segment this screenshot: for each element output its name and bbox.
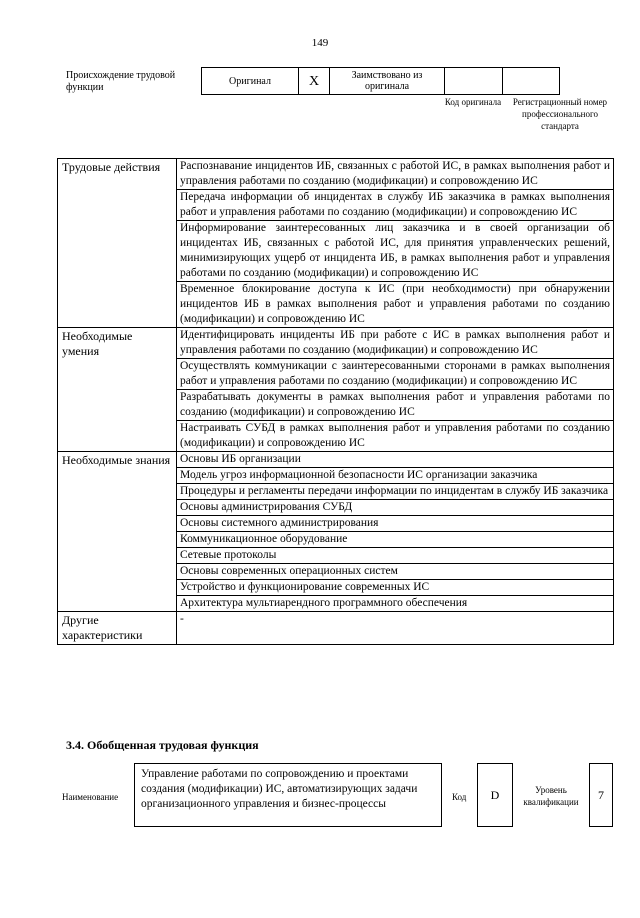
row-category: Необходимые умения (58, 328, 177, 452)
row-item: Основы системного администрирования (177, 516, 614, 532)
row-item: Информирование заинтересованных лиц заказчика и в своей организации об инцидентах ИБ, связанных с работой ИС, для принятия управленческих решений, минимизирующих ущерб от инцидента ИБ, в рамках выполнения работ и управления работами по созданию (модификации) и сопровождению ИС (177, 221, 614, 282)
row-item: Архитектура мультиарендного программного обеспечения (177, 596, 614, 612)
origin-code-cell (445, 68, 502, 94)
code-original-label: Код оригинала (444, 97, 502, 107)
row-item: Передача информации об инцидентах в службу ИБ заказчика в рамках выполнения работ и управления работами по созданию (модификации) и сопровождению ИС (177, 190, 614, 221)
level-label: Уровень квалификации (523, 785, 579, 807)
page-number: 149 (311, 37, 329, 49)
code-label: Код (452, 792, 467, 802)
section-title: 3.4. Обобщенная трудовая функция (66, 738, 259, 752)
row-item: Настраивать СУБД в рамках выполнения работ и управления работами по созданию (модификации) и сопровождению ИС (177, 421, 614, 452)
row-category: Необходимые знания (58, 452, 177, 612)
table-row (58, 328, 614, 359)
row-item: Основы администрирования СУБД (177, 500, 614, 516)
origin-label: Происхождение трудовой функции (66, 70, 176, 93)
row-item: - (177, 612, 614, 645)
row-item: Основы ИБ организации (177, 452, 614, 468)
row-item: Сетевые протоколы (177, 548, 614, 564)
row-item: Процедуры и регламенты передачи информации по инцидентам в службу ИБ заказчика (177, 484, 614, 500)
row-item: Идентифицировать инциденты ИБ при работе с ИС в рамках выполнения работ и управления работами по созданию (модификации) и сопровождению ИС (177, 328, 614, 359)
row-item: Разрабатывать документы в рамках выполнения работ и управления работами по созданию (модификации) и сопровождению ИС (177, 390, 614, 421)
name-value: Управление работами по сопровождению и проектами создания (модификации) ИС, автоматизирующих задачи организационного управления и бизнес-процессы (134, 763, 442, 827)
row-item: Основы современных операционных систем (177, 564, 614, 580)
row-category: Другие характеристики (58, 612, 177, 645)
name-label: Наименование (62, 792, 119, 802)
origin-borrowed-label: Заимствовано из оригинала (351, 70, 423, 92)
origin-original-mark: X (308, 73, 320, 89)
level-value: 7 (589, 763, 613, 827)
origin-original-label: Оригинал (229, 75, 271, 87)
table-row (58, 612, 614, 645)
row-category: Трудовые действия (58, 159, 177, 328)
code-value: D (477, 763, 513, 827)
origin-reg-cell (503, 68, 559, 94)
origin-box (201, 67, 560, 95)
row-item: Устройство и функционирование современных ИС (177, 580, 614, 596)
labor-function-table-body (58, 159, 614, 645)
table-row (58, 452, 614, 468)
reg-number-label: Регистрационный номер профессионального стандарта (512, 97, 608, 131)
row-item: Модель угроз информационной безопасности ИС организации заказчика (177, 468, 614, 484)
row-item: Распознавание инцидентов ИБ, связанных с работой ИС, в рамках выполнения работ и управления работами по созданию (модификации) и сопровождению ИС (177, 159, 614, 190)
row-item: Временное блокирование доступа к ИС (при необходимости) при обнаружении инцидентов ИБ в рамках выполнения работ и управления работами по созданию (модификации) и сопровождению ИС (177, 282, 614, 328)
row-item: Коммуникационное оборудование (177, 532, 614, 548)
labor-function-table (57, 158, 614, 645)
table-row (58, 159, 614, 190)
row-item: Осуществлять коммуникации с заинтересованными сторонами в рамках выполнения работ и управления работами по созданию (модификации) и сопровождению ИС (177, 359, 614, 390)
